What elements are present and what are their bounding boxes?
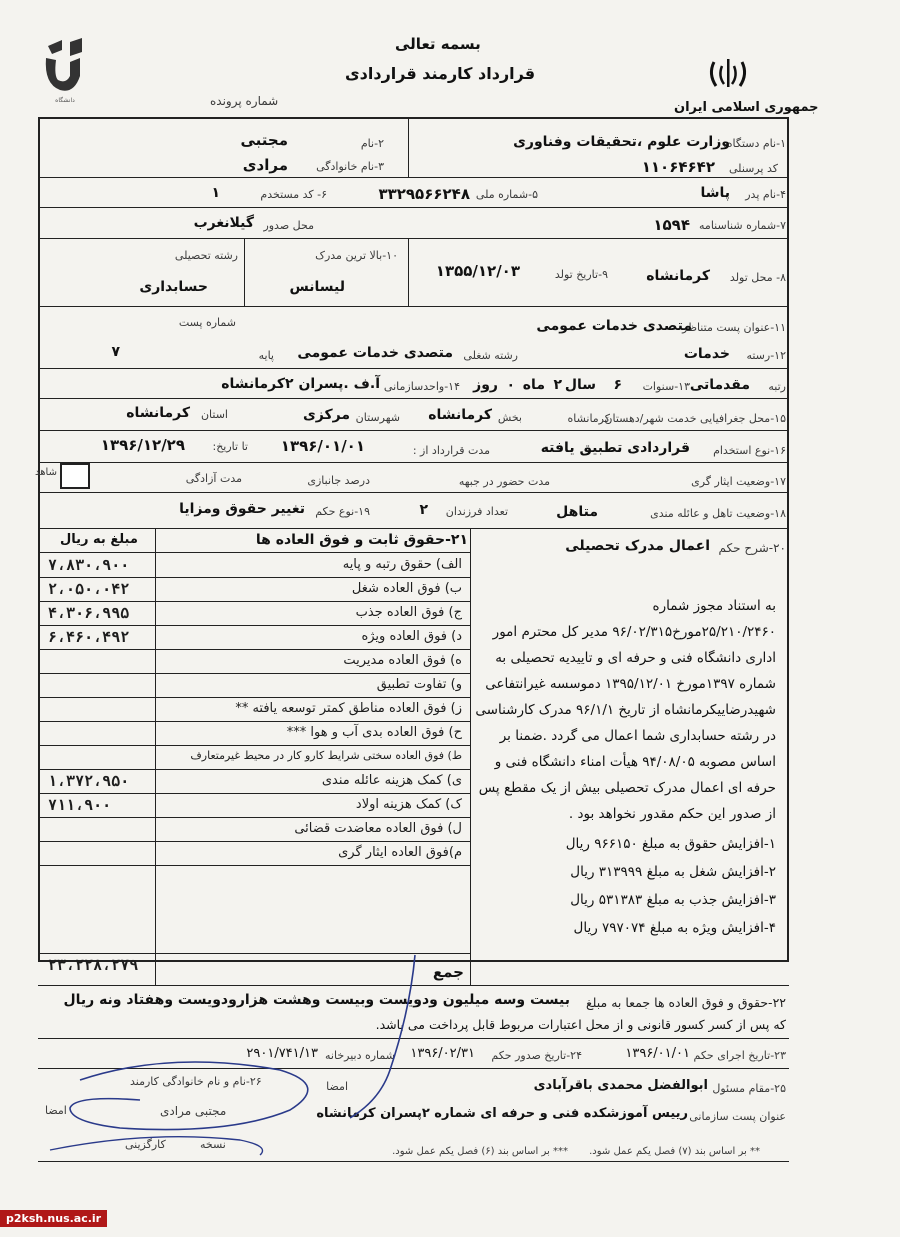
decree-description bbox=[436, 598, 776, 958]
compensation-row-label: م)فوق العاده ایثار گری bbox=[338, 845, 462, 860]
desc-line: از صدور این حکم مقدور نخواهد بود . bbox=[568, 806, 776, 822]
compensation-row-label: ی) کمک هزینه عائله مندی bbox=[321, 773, 462, 788]
site-watermark: p2ksh.nus.ac.ir bbox=[0, 1210, 107, 1227]
desc-line: ۲۵/۲۱۰/۲۴۶۰مورخ۹۶/۰۲/۳۱۵ مدیر کل محترم امور bbox=[492, 624, 776, 640]
f13-label: ۱۳-سنوات bbox=[642, 380, 690, 393]
desc-line: اداری دانشگاه فنی و حرفه ای و تاییدیه تحصیلی به bbox=[495, 650, 776, 666]
year-value: ۲ bbox=[553, 377, 562, 393]
amount-header: مبلغ به ریال bbox=[60, 532, 138, 547]
table-row-divider bbox=[38, 577, 470, 578]
year-label: سال bbox=[564, 377, 596, 393]
compensation-row-label: د) فوق العاده ویژه bbox=[361, 629, 462, 644]
table-row-divider bbox=[38, 745, 470, 746]
footnote-7: ** بر اساس بند (۷) فصل یکم عمل شود. bbox=[589, 1146, 760, 1157]
f3-label: ۳-نام خانوادگی bbox=[316, 160, 384, 173]
f1-label: ۱-نام دستگاه: bbox=[723, 137, 786, 150]
secretariat-label: شماره دبیرخانه bbox=[325, 1049, 395, 1062]
handwritten-signature-icon bbox=[30, 950, 490, 1170]
desc-line: اساس مصوبه ۹۴/۰۸/۰۵ هیأت امناء دانشگاه فنی و bbox=[494, 754, 776, 770]
f17-label: ۱۷-وضعیت ایثار گری bbox=[691, 475, 786, 488]
compensation-row-amount: ۶،۴۶۰،۴۹۲ bbox=[48, 628, 130, 646]
official-label: ۲۵-مقام مسئول bbox=[712, 1082, 786, 1095]
front-label: مدت حضور در جبهه bbox=[458, 475, 550, 488]
job-field-label: رشته شغلی bbox=[463, 349, 518, 362]
table-row-divider bbox=[38, 625, 470, 626]
compensation-row-label: ج) فوق العاده جذب bbox=[355, 605, 462, 620]
table-row-divider bbox=[38, 841, 470, 842]
copy-label: نسخه bbox=[200, 1138, 226, 1151]
martyr-checkbox[interactable] bbox=[60, 463, 90, 489]
contract-from-value: ۱۳۹۶/۰۱/۰۱ bbox=[280, 437, 365, 455]
contract-from-label: مدت قرارداد از : bbox=[412, 444, 490, 457]
f22-amount-words: بیست وسه میلیون ودویست وبیست وهشت هزارودویست وهفتاد ونه ریال bbox=[63, 992, 570, 1008]
secretariat-value: ۲۹۰۱/۷۴۱/۱۳ bbox=[246, 1046, 318, 1061]
f12-label: ۱۲-رسته bbox=[746, 349, 786, 362]
employee-sign-label: امضا bbox=[45, 1104, 67, 1117]
compensation-row-amount: ۱،۳۷۲،۹۵۰ bbox=[48, 772, 130, 790]
compensation-row-label: ح) فوق العاده بدی آب و هوا *** bbox=[286, 725, 462, 740]
compensation-row-label: و) تفاوت تطبیق bbox=[376, 677, 462, 692]
post-number-label: شماره پست bbox=[178, 316, 236, 329]
compensation-row-label: ک) کمک هزینه اولاد bbox=[355, 797, 462, 812]
file-number-label: شماره پرونده bbox=[210, 94, 279, 108]
issue-date-value: ۱۳۹۶/۰۲/۳۱ bbox=[410, 1046, 475, 1061]
compensation-row-label: ل) فوق العاده معاضدت قضائی bbox=[294, 821, 462, 836]
compensation-row-label: ز) فوق العاده مناطق کمتر توسعه یافته ** bbox=[235, 701, 462, 716]
major-label: رشته تحصیلی bbox=[174, 249, 238, 262]
f14-value: آ.ف .پسران ۲کرمانشاه bbox=[221, 376, 380, 392]
f18-value: متاهل bbox=[556, 504, 598, 520]
month-label: ماه bbox=[522, 377, 545, 393]
f8-label: ۸- محل تولد bbox=[729, 271, 786, 284]
table-row-divider bbox=[38, 697, 470, 698]
desc-line: شهیدرضاییکرمانشاه از تاریخ ۹۶/۱/۱ مدرک کارشناسی bbox=[475, 702, 776, 718]
desc-line: ۲-افزایش شغل به مبلغ ۳۱۳۹۹۹ ریال bbox=[570, 864, 776, 880]
table-row-divider bbox=[38, 865, 470, 866]
f16-label: ۱۶-نوع استخدام bbox=[713, 444, 786, 457]
rank-value: مقدماتی bbox=[689, 377, 750, 393]
district-value: کرمانشاه bbox=[428, 407, 492, 423]
martyr-label: شاهد bbox=[35, 467, 57, 478]
compensation-row-label: ه) فوق العاده مدیریت bbox=[343, 653, 462, 668]
exec-date-label: ۲۳-تاریخ اجرای حکم bbox=[693, 1049, 786, 1062]
f7-label: ۷-شماره شناسنامه bbox=[699, 219, 786, 232]
province-value: کرمانشاه bbox=[126, 405, 190, 421]
desc-line: ۱-افزایش حقوق به مبلغ ۹۶۶۱۵۰ ریال bbox=[565, 836, 776, 852]
contract-to-label: تا تاریخ: bbox=[212, 440, 248, 453]
f2-value: مجتبی bbox=[240, 131, 288, 149]
post-title-label: عنوان پست سازمانی bbox=[689, 1110, 786, 1123]
total-value: ۲۳،۲۲۸،۲۷۹ bbox=[48, 956, 139, 974]
compensation-row-amount: ۴،۳۰۶،۹۹۵ bbox=[48, 604, 130, 622]
employee-value: مجتبی مرادی bbox=[160, 1104, 227, 1118]
table-row-divider bbox=[38, 817, 470, 818]
county-value: مرکزی bbox=[302, 407, 350, 423]
f15-label: ۱۵-محل جغرافیایی خدمت شهر/دهستان bbox=[604, 412, 786, 425]
month-value: ۰ bbox=[506, 377, 515, 393]
compensation-row-amount: ۲،۰۵۰،۰۴۲ bbox=[48, 580, 130, 598]
compensation-title: ۲۱-حقوق ثابت و فوق العاده ها bbox=[255, 532, 468, 548]
f3-value: مرادی bbox=[242, 156, 288, 174]
f14-label: ۱۴-واحدسازمانی bbox=[383, 380, 460, 393]
f11-value: متصدی خدمات عمومی bbox=[536, 318, 692, 334]
grade-label: پایه bbox=[258, 349, 274, 362]
f20-value: اعمال مدرک تحصیلی bbox=[565, 538, 710, 554]
table-row-divider bbox=[38, 649, 470, 650]
f4-label: ۴-نام پدر bbox=[745, 188, 786, 201]
rank-label: رتبه bbox=[768, 380, 786, 393]
f18-label: ۱۸-وضعیت تاهل و عائله مندی bbox=[650, 507, 786, 520]
f5-value: ۳۳۲۹۵۶۶۲۴۸ bbox=[378, 185, 470, 203]
post-title-value: رییس آموزشکده فنی و حرفه ای شماره ۲پسران کرمانشاه bbox=[316, 1106, 688, 1121]
f19-value: تغییر حقوق ومزایا bbox=[179, 501, 305, 517]
desc-line: در رشته حسابداری شما اعمال می گردد .ضمنا بر bbox=[499, 728, 776, 744]
compensation-row-amount: ۷۱۱،۹۰۰ bbox=[48, 796, 112, 814]
f22-prefix: ۲۲-حقوق و فوق العاده ها جمعا به مبلغ bbox=[585, 995, 786, 1010]
children-label: تعداد فرزندان bbox=[445, 505, 508, 518]
employee-label: ۲۶-نام و نام خانوادگی کارمند bbox=[130, 1075, 262, 1088]
f5-label: ۵-شماره ملی bbox=[475, 188, 538, 201]
grade-value: ۷ bbox=[111, 344, 120, 360]
table-row-divider bbox=[38, 673, 470, 674]
desc-line: شماره ۱۳۹۷مورخ ۱۳۹۵/۱۲/۰۱ دموسسه غیرانتفاعی bbox=[485, 676, 776, 692]
f6-value: ۱ bbox=[211, 185, 220, 201]
table-row-divider bbox=[38, 769, 470, 770]
job-field-value: متصدی خدمات عمومی bbox=[297, 345, 453, 361]
f6-label: ۶- کد مستخدم bbox=[260, 188, 327, 201]
contract-to-value: ۱۳۹۶/۱۲/۲۹ bbox=[100, 436, 185, 454]
f7-value: ۱۵۹۴ bbox=[653, 216, 690, 234]
compensation-row-label: ط) فوق العاده سختی شرایط کارو کار در محیط غیرمتعارف bbox=[190, 749, 462, 762]
desc-line: ۴-افزایش ویژه به مبلغ ۷۹۷۰۷۴ ریال bbox=[573, 920, 776, 936]
issue-date-label: ۲۴-تاریخ صدور حکم bbox=[491, 1049, 582, 1062]
svg-text:دانشگاه: دانشگاه bbox=[55, 97, 75, 104]
f2-label: ۲-نام bbox=[360, 137, 384, 150]
university-logo-icon bbox=[40, 36, 90, 108]
country-name: جمهوری اسلامی ایران bbox=[674, 100, 819, 115]
f16-value: قراردادی تطبیق یافته bbox=[540, 440, 690, 456]
f12-value: خدمات bbox=[683, 346, 730, 362]
f22-suffix: که پس از کسر کسور قانونی و از محل اعتبارات مربوط قابل پرداخت می باشد. bbox=[375, 1017, 786, 1032]
personnel-code-value: ۱۱۰۶۴۶۴۲ bbox=[641, 158, 715, 176]
f1-value: وزارت علوم ،تحقیقات وفناوری bbox=[513, 134, 730, 150]
desc-line: حرفه ای اعمال مدرک تحصیلی بیش از یک مقطع پس bbox=[478, 780, 776, 796]
total-label: جمع bbox=[432, 963, 464, 981]
issue-place-label: محل صدور bbox=[263, 219, 314, 232]
iran-emblem-icon bbox=[706, 56, 750, 92]
compensation-row-amount: ۷،۸۳۰،۹۰۰ bbox=[48, 556, 130, 574]
f20-label: ۲۰-شرح حکم bbox=[718, 541, 786, 555]
f4-value: پاشا bbox=[700, 185, 730, 201]
desc-line: ۳-افزایش جذب به مبلغ ۵۳۱۳۸۳ ریال bbox=[570, 892, 776, 908]
compensation-row-label: ب) فوق العاده شغل bbox=[351, 581, 462, 596]
district-label: بخش bbox=[497, 411, 522, 424]
compensation-row-label: الف) حقوق رتبه و پایه bbox=[342, 557, 462, 572]
footnote-6: *** بر اساس بند (۶) فصل یکم عمل شود. bbox=[392, 1146, 568, 1157]
official-value: ابوالفضل محمدی باقرآبادی bbox=[533, 1078, 708, 1093]
county-label: شهرستان bbox=[355, 411, 400, 424]
day-label: روز bbox=[473, 377, 498, 393]
freedom-label: مدت آزادگی bbox=[185, 472, 242, 485]
province-label: استان bbox=[200, 408, 228, 421]
f11-label: ۱۱-عنوان پست متناظر bbox=[682, 321, 786, 334]
f10-value: لیسانس bbox=[289, 279, 345, 295]
desc-line: به استناد مجوز شماره bbox=[652, 598, 776, 614]
f8-value: کرمانشاه bbox=[646, 268, 710, 284]
f19-label: ۱۹-نوع حکم bbox=[315, 505, 370, 518]
f9-value: ۱۳۵۵/۱۲/۰۳ bbox=[435, 262, 520, 280]
f15-value: کرمانشاه bbox=[567, 412, 610, 425]
issue-place-value: گیلانغرب bbox=[193, 215, 254, 231]
f13-value: ۶ bbox=[613, 377, 622, 393]
table-row-divider bbox=[38, 601, 470, 602]
major-value: حسابداری bbox=[139, 279, 208, 295]
table-row-divider bbox=[38, 793, 470, 794]
children-value: ۲ bbox=[419, 502, 428, 518]
page-title: قرارداد کارمند قراردادی bbox=[345, 64, 536, 83]
official-sign-label: امضا bbox=[326, 1080, 348, 1093]
copy-value: کارگزینی bbox=[125, 1138, 166, 1151]
f9-label: ۹-تاریخ تولد bbox=[554, 268, 608, 281]
personnel-code-label: کد پرسنلی bbox=[729, 162, 778, 175]
disability-label: درصد جانبازی bbox=[307, 474, 370, 487]
table-row-divider bbox=[38, 721, 470, 722]
f10-label: ۱۰-بالا ترین مدرک bbox=[315, 249, 398, 262]
invocation: بسمه تعالی bbox=[395, 35, 481, 53]
exec-date-value: ۱۳۹۶/۰۱/۰۱ bbox=[625, 1046, 690, 1061]
